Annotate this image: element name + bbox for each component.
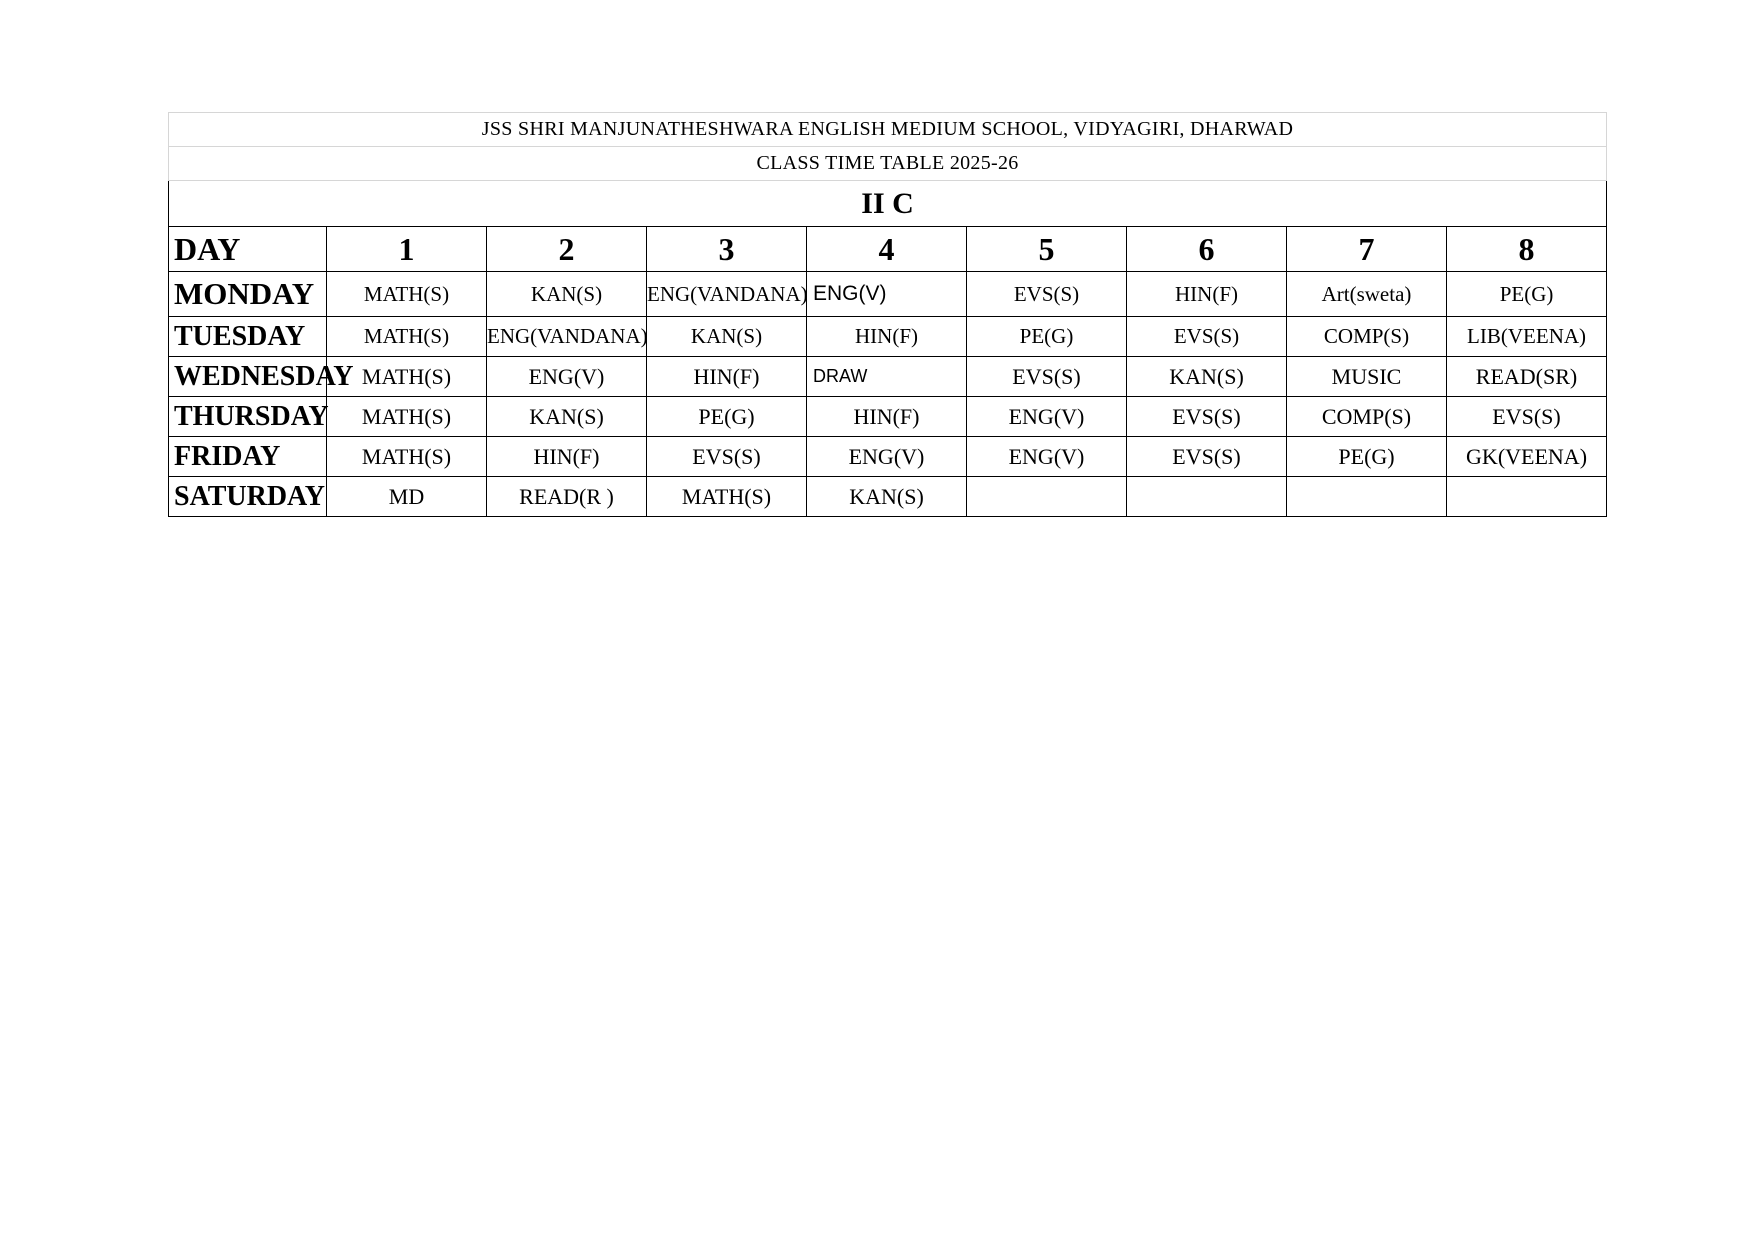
period-header: 8 bbox=[1447, 227, 1607, 272]
period-cell: MATH(S) bbox=[647, 477, 807, 517]
timetable bbox=[168, 112, 1607, 517]
period-cell: PE(G) bbox=[647, 397, 807, 437]
period-cell: EVS(S) bbox=[967, 272, 1127, 317]
period-cell: EVS(S) bbox=[1127, 437, 1287, 477]
period-cell bbox=[1127, 477, 1287, 517]
period-cell: READ(R ) bbox=[487, 477, 647, 517]
period-header: 7 bbox=[1287, 227, 1447, 272]
period-cell: HIN(F) bbox=[807, 397, 967, 437]
period-cell: MATH(S) bbox=[327, 437, 487, 477]
school-title: JSS SHRI MANJUNATHESHWARA ENGLISH MEDIUM SCHOOL, VIDYAGIRI, DHARWAD bbox=[169, 113, 1607, 147]
period-cell: MD bbox=[327, 477, 487, 517]
period-cell: KAN(S) bbox=[807, 477, 967, 517]
period-header: 3 bbox=[647, 227, 807, 272]
period-cell: EVS(S) bbox=[647, 437, 807, 477]
period-cell: ENG(V) bbox=[967, 437, 1127, 477]
period-cell: MATH(S) bbox=[327, 272, 487, 317]
period-cell: KAN(S) bbox=[1127, 357, 1287, 397]
header-row bbox=[169, 227, 1607, 272]
timetable-title: CLASS TIME TABLE 2025-26 bbox=[169, 147, 1607, 181]
period-cell: ENG(V) bbox=[807, 437, 967, 477]
timetable-title-row bbox=[169, 147, 1607, 181]
timetable-sheet bbox=[168, 112, 1606, 517]
period-cell: COMP(S) bbox=[1287, 397, 1447, 437]
period-header: 5 bbox=[967, 227, 1127, 272]
period-cell: MATH(S) bbox=[327, 397, 487, 437]
period-cell: HIN(F) bbox=[647, 357, 807, 397]
period-header: 6 bbox=[1127, 227, 1287, 272]
period-cell: ENG(V) bbox=[967, 397, 1127, 437]
period-cell: LIB(VEENA) bbox=[1447, 317, 1607, 357]
table-row bbox=[169, 437, 1607, 477]
day-label: THURSDAY bbox=[169, 397, 327, 437]
period-cell: KAN(S) bbox=[647, 317, 807, 357]
period-cell: HIN(F) bbox=[807, 317, 967, 357]
period-cell: KAN(S) bbox=[487, 397, 647, 437]
table-row bbox=[169, 397, 1607, 437]
period-cell: PE(G) bbox=[967, 317, 1127, 357]
day-label: SATURDAY bbox=[169, 477, 327, 517]
period-cell: PE(G) bbox=[1447, 272, 1607, 317]
period-cell: PE(G) bbox=[1287, 437, 1447, 477]
period-cell: GK(VEENA) bbox=[1447, 437, 1607, 477]
day-header: DAY bbox=[169, 227, 327, 272]
period-cell: Art(sweta) bbox=[1287, 272, 1447, 317]
period-header: 4 bbox=[807, 227, 967, 272]
table-row bbox=[169, 317, 1607, 357]
period-cell: COMP(S) bbox=[1287, 317, 1447, 357]
period-cell: ENG(V) bbox=[487, 357, 647, 397]
day-label: WEDNESDAY bbox=[169, 357, 327, 397]
day-label: MONDAY bbox=[169, 272, 327, 317]
period-cell: EVS(S) bbox=[1447, 397, 1607, 437]
period-cell: DRAW bbox=[807, 357, 967, 397]
table-row bbox=[169, 477, 1607, 517]
period-cell: ENG(V) bbox=[807, 272, 967, 317]
class-name: II C bbox=[169, 181, 1607, 227]
period-cell bbox=[967, 477, 1127, 517]
class-name-row bbox=[169, 181, 1607, 227]
period-cell: KAN(S) bbox=[487, 272, 647, 317]
period-cell: EVS(S) bbox=[1127, 397, 1287, 437]
table-row bbox=[169, 357, 1607, 397]
period-cell: ENG(VANDANA) bbox=[647, 272, 807, 317]
table-row bbox=[169, 272, 1607, 317]
school-title-row bbox=[169, 113, 1607, 147]
period-cell bbox=[1287, 477, 1447, 517]
period-cell: ENG(VANDANA) bbox=[487, 317, 647, 357]
period-cell: MUSIC bbox=[1287, 357, 1447, 397]
period-cell: EVS(S) bbox=[1127, 317, 1287, 357]
period-cell: HIN(F) bbox=[1127, 272, 1287, 317]
period-cell: EVS(S) bbox=[967, 357, 1127, 397]
day-label: TUESDAY bbox=[169, 317, 327, 357]
period-cell: MATH(S) bbox=[327, 317, 487, 357]
day-label: FRIDAY bbox=[169, 437, 327, 477]
period-cell: MATH(S) bbox=[327, 357, 487, 397]
period-cell: READ(SR) bbox=[1447, 357, 1607, 397]
period-header: 2 bbox=[487, 227, 647, 272]
period-header: 1 bbox=[327, 227, 487, 272]
period-cell bbox=[1447, 477, 1607, 517]
period-cell: HIN(F) bbox=[487, 437, 647, 477]
